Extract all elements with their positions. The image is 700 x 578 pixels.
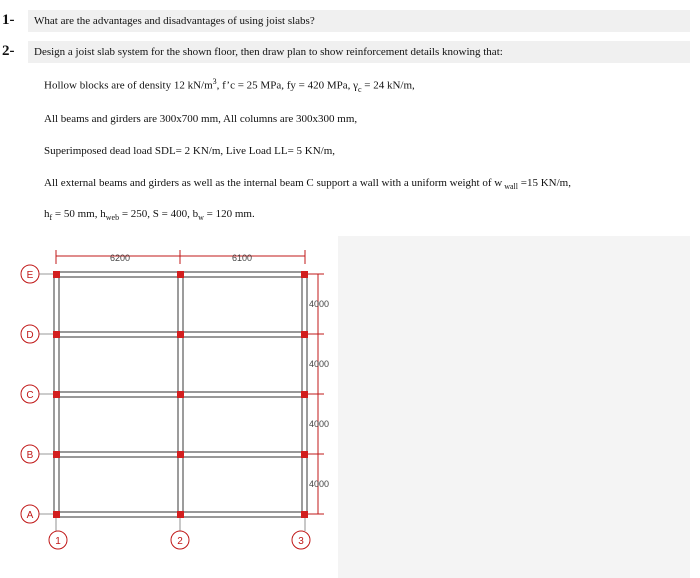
column [301, 391, 308, 398]
column [53, 391, 60, 398]
dims-f-sub: f [49, 213, 53, 223]
given-members-line: All beams and girders are 300x700 mm, All columns are 300x300 mm, [44, 113, 358, 125]
side-dim-2: 4000 [309, 359, 330, 369]
question-1-text: What are the advantages and disadvantages of using joist slabs? [34, 15, 315, 27]
grid-axis-lines [38, 274, 305, 531]
column [301, 511, 308, 518]
side-dim-4: 4000 [309, 479, 330, 489]
question-2-number: 2- [2, 43, 15, 59]
row-label-D: D [26, 330, 34, 341]
dims-w-sub: w [198, 213, 204, 223]
col-label-3: 3 [298, 536, 304, 547]
col-label-1: 1 [55, 536, 61, 547]
materials-text-a: Hollow blocks are of density 12 kN/m [44, 79, 213, 92]
column [301, 451, 308, 458]
row-label-C: C [26, 390, 34, 401]
wall-subscript: wall [502, 182, 518, 192]
question-1-number: 1- [2, 12, 15, 28]
materials-superscript: 3 [212, 77, 217, 86]
column [177, 451, 184, 458]
column [177, 511, 184, 518]
column [301, 271, 308, 278]
row-label-B: B [26, 450, 34, 461]
column [177, 331, 184, 338]
floor-plan-drawing [0, 234, 700, 578]
column [53, 331, 60, 338]
given-materials-line [44, 77, 415, 94]
side-dim-1: 4000 [309, 299, 330, 309]
column [53, 451, 60, 458]
given-loads-line: Superimposed dead load SDL= 2 KN/m, Live Load LL= 5 KN/m, [44, 145, 336, 157]
column [301, 331, 308, 338]
materials-text-c: = 24 kN/m, [361, 79, 415, 92]
col-label-2: 2 [177, 536, 183, 547]
top-dim-1: 6200 [109, 253, 131, 263]
dims-text-a: = 50 mm, h [52, 208, 106, 220]
wall-text-a: All external beams and girders as well as the internal beam C support a wall with a uniform weight of w [44, 177, 503, 189]
column [177, 271, 184, 278]
top-dimension [56, 250, 305, 264]
row-label-A: A [26, 510, 34, 521]
given-wall-line [44, 177, 571, 191]
column [177, 391, 184, 398]
row-label-E: E [26, 270, 34, 281]
column [53, 511, 60, 518]
dims-text-c: = 120 mm. [203, 208, 255, 220]
given-dimensions-line [44, 208, 255, 222]
columns [53, 271, 308, 518]
materials-text-b: , f’c = 25 MPa, fy = 420 MPa, γ [216, 79, 358, 92]
materials-subscript: c [357, 84, 362, 94]
dims-text-b: = 250, S = 400, b [119, 208, 199, 220]
question-2-text: Design a joist slab system for the shown floor, then draw plan to show reinforcement details knowing that: [34, 46, 503, 58]
top-dim-2: 6100 [231, 253, 253, 263]
column [53, 271, 60, 278]
wall-text-b: =15 KN/m, [518, 177, 571, 189]
side-dim-3: 4000 [309, 419, 330, 429]
dims-web-sub: web [105, 213, 120, 223]
dims-h: h [44, 208, 50, 220]
